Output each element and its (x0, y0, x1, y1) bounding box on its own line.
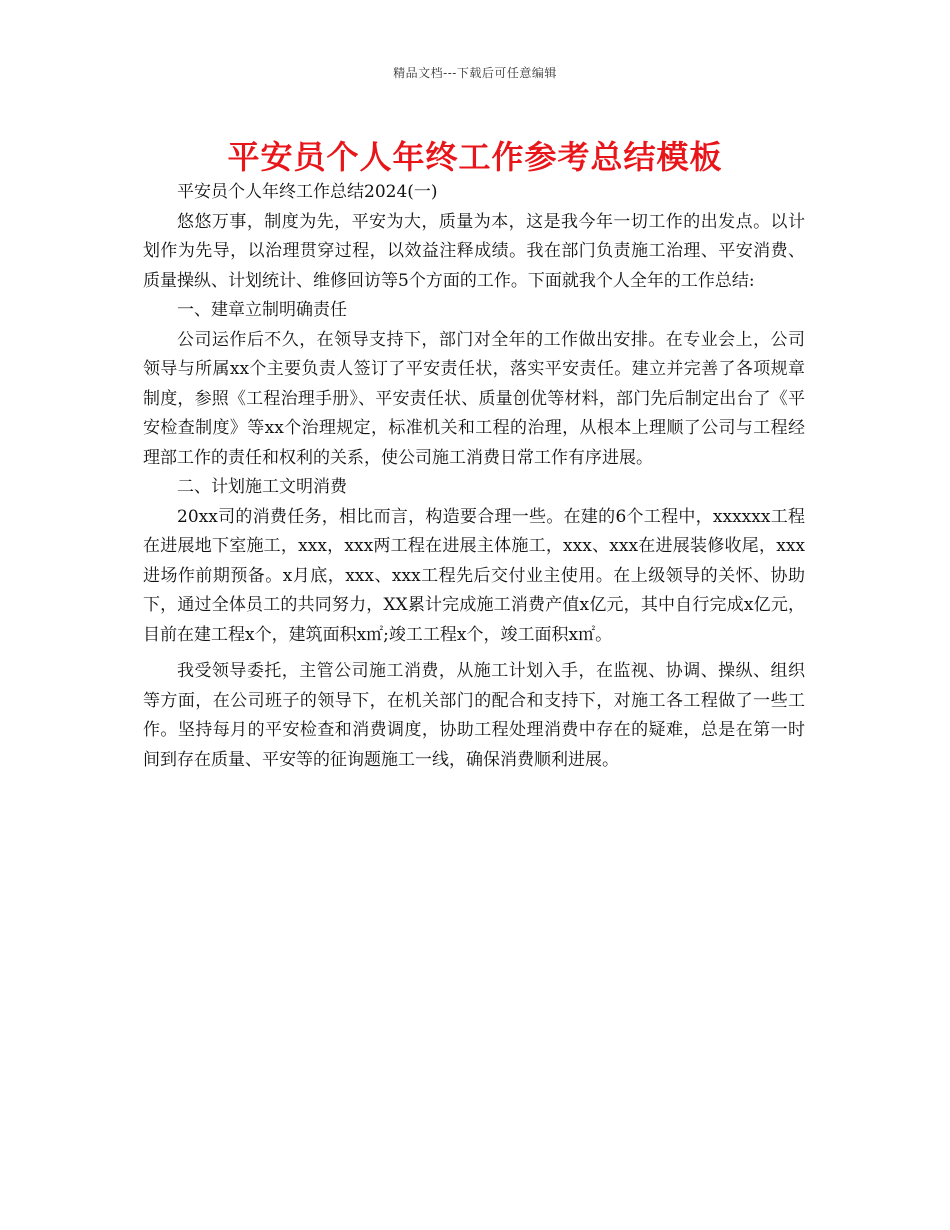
paragraph-subtitle: 平安员个人年终工作总结2024(一) (177, 182, 438, 202)
document-body (143, 178, 805, 775)
paragraph-intro: 悠悠万事，制度为先，平安为大，质量为本，这是我今年一切工作的出发点。以计划作为先导，以治理贯穿过程，以效益注释成绩。我在部门负责施工治理、平安消费、质量操纵、计划统计、维修回访等5个方面的工作。下面就我个人全年的工作总结: (143, 211, 805, 291)
document-title: 平安员个人年终工作参考总结模板 (227, 138, 723, 176)
paragraph-section-2: 20xx司的消费任务，相比而言，构造要合理一些。在建的6个工程中，xxxxxx工程在进展地下室施工，xxx，xxx两工程在进展主体施工，xxx、xxx在进展装修收尾，xxx进场作前期预备。x月底，xxx、xxx工程先后交付业主使用。在上级领导的关怀、协助下，通过全体员工的共同努力，XX累计完成施工消费产值x亿元，其中自行完成x亿元，目前在建工程x个，建筑面积x㎡;竣工工程x个，竣工面积x㎡。 (143, 506, 805, 645)
section-heading-2: 二、计划施工文明消费 (177, 477, 347, 497)
header-note: 精品文档---下载后可任意编辑 (393, 66, 557, 80)
section-heading-1: 一、建章立制明确责任 (177, 300, 347, 320)
paragraph-section-2b: 我受领导委托，主管公司施工消费，从施工计划入手，在监视、协调、操纵、组织等方面，在公司班子的领导下，在机关部门的配合和支持下，对施工各工程做了一些工作。坚持每月的平安检查和消费调度，协助工程处理消费中存在的疑难，总是在第一时间到存在质量、平安等的征询题施工一线，确保消费顺利进展。 (143, 661, 805, 770)
paragraph-section-1: 公司运作后不久，在领导支持下，部门对全年的工作做出安排。在专业会上，公司领导与所属xx个主要负责人签订了平安责任状，落实平安责任。建立并完善了各项规章制度，参照《工程治理手册》、平安责任状、质量创优等材料，部门先后制定出台了《平安检查制度》等xx个治理规定，标准机关和工程的治理，从根本上理顺了公司与工程经理部工作的责任和权利的关系，使公司施工消费日常工作有序进展。 (143, 329, 805, 468)
